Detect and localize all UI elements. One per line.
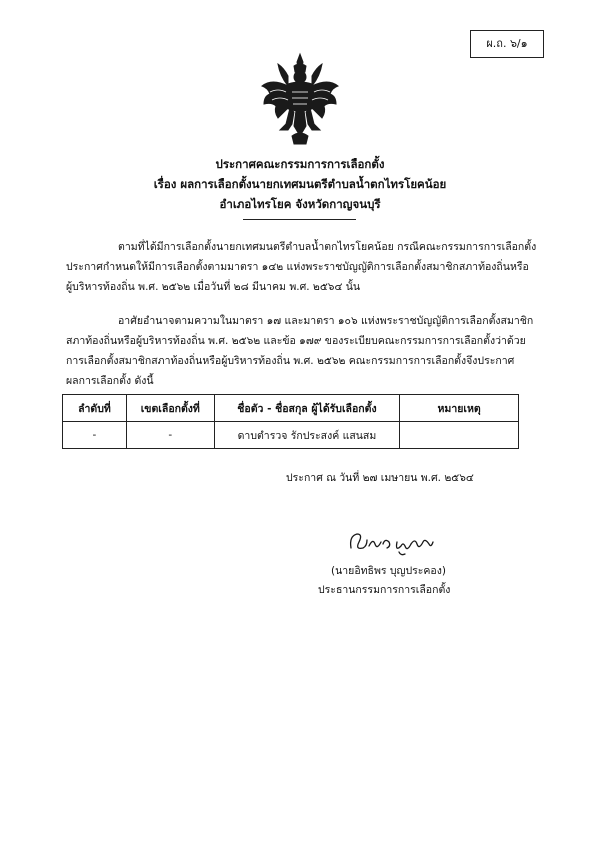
cell-remarks [400,422,519,449]
title-line-1: ประกาศคณะกรรมการการเลือกตั้ง [215,157,385,171]
paragraph-2-line: ผลการเลือกตั้ง ดังนี้ [66,375,154,387]
handwritten-signature-icon [345,528,437,558]
title-line-2: เรื่อง ผลการเลือกตั้งนายกเทศมนตรีตำบลน้ำตกไทรโยคน้อย [153,177,447,191]
paragraph-1-line: ผู้บริหารท้องถิ่น พ.ศ. ๒๕๖๒ เมื่อวันที่ ๒๘ มีนาคม พ.ศ. ๒๕๖๔ นั้น [66,281,361,293]
form-code: ผ.ถ. ๖/๑ [486,37,528,50]
table-header-row [63,395,519,422]
cell-order: - [63,422,127,449]
signer-name: (นายอิทธิพร บุญประคอง) [331,565,446,577]
election-results-table [62,394,519,449]
header-remarks: หมายเหตุ [400,395,519,422]
cell-constituency: - [126,422,214,449]
paragraph-2-line: อาศัยอำนาจตามความในมาตรา ๑๗ และมาตรา ๑๐๖ แห่งพระราชบัญญัติการเลือกตั้งสมาชิก [118,315,534,327]
paragraph-1-line: ประกาศกำหนดให้มีการเลือกตั้งตามมาตรา ๑๔๒ แห่งพระราชบัญญัติการเลือกตั้งสมาชิกสภาท้องถิ่นหรือ [66,261,529,273]
paragraph-1-line: ตามที่ได้มีการเลือกตั้งนายกเทศมนตรีตำบลน้ำตกไทรโยคน้อย กรณีคณะกรรมการการเลือกตั้ง [118,241,537,253]
paragraph-2-line: การเลือกตั้งสมาชิกสภาท้องถิ่นหรือผู้บริหารท้องถิ่น พ.ศ. ๒๕๖๒ คณะกรรมการการเลือกตั้งจึงประกาศ [66,355,515,367]
header-order: ลำดับที่ [63,395,127,422]
title-line-3: อำเภอไทรโยค จังหวัดกาญจนบุรี [219,197,381,211]
title-divider [243,219,356,220]
paragraph-1 [66,237,542,297]
announcement-date: ประกาศ ณ วันที่ ๒๗ เมษายน พ.ศ. ๒๕๖๔ [286,472,474,484]
table-row [63,422,519,449]
garuda-emblem-icon [258,52,342,148]
paragraph-2 [66,311,542,391]
header-elected-name: ชื่อตัว - ชื่อสกุล ผู้ได้รับเลือกตั้ง [214,395,400,422]
paragraph-2-line: สภาท้องถิ่นหรือผู้บริหารท้องถิ่น พ.ศ. ๒๕๖๒ และข้อ ๑๗๙ ของระเบียบคณะกรรมการการเลือกตั้งว่าด้วย [66,335,526,347]
signer-position: ประธานกรรมการการเลือกตั้ง [318,584,451,596]
cell-elected-name: ดาบตำรวจ รักประสงค์ แสนสม [214,422,400,449]
form-code-box [470,30,544,58]
header-constituency: เขตเลือกตั้งที่ [126,395,214,422]
